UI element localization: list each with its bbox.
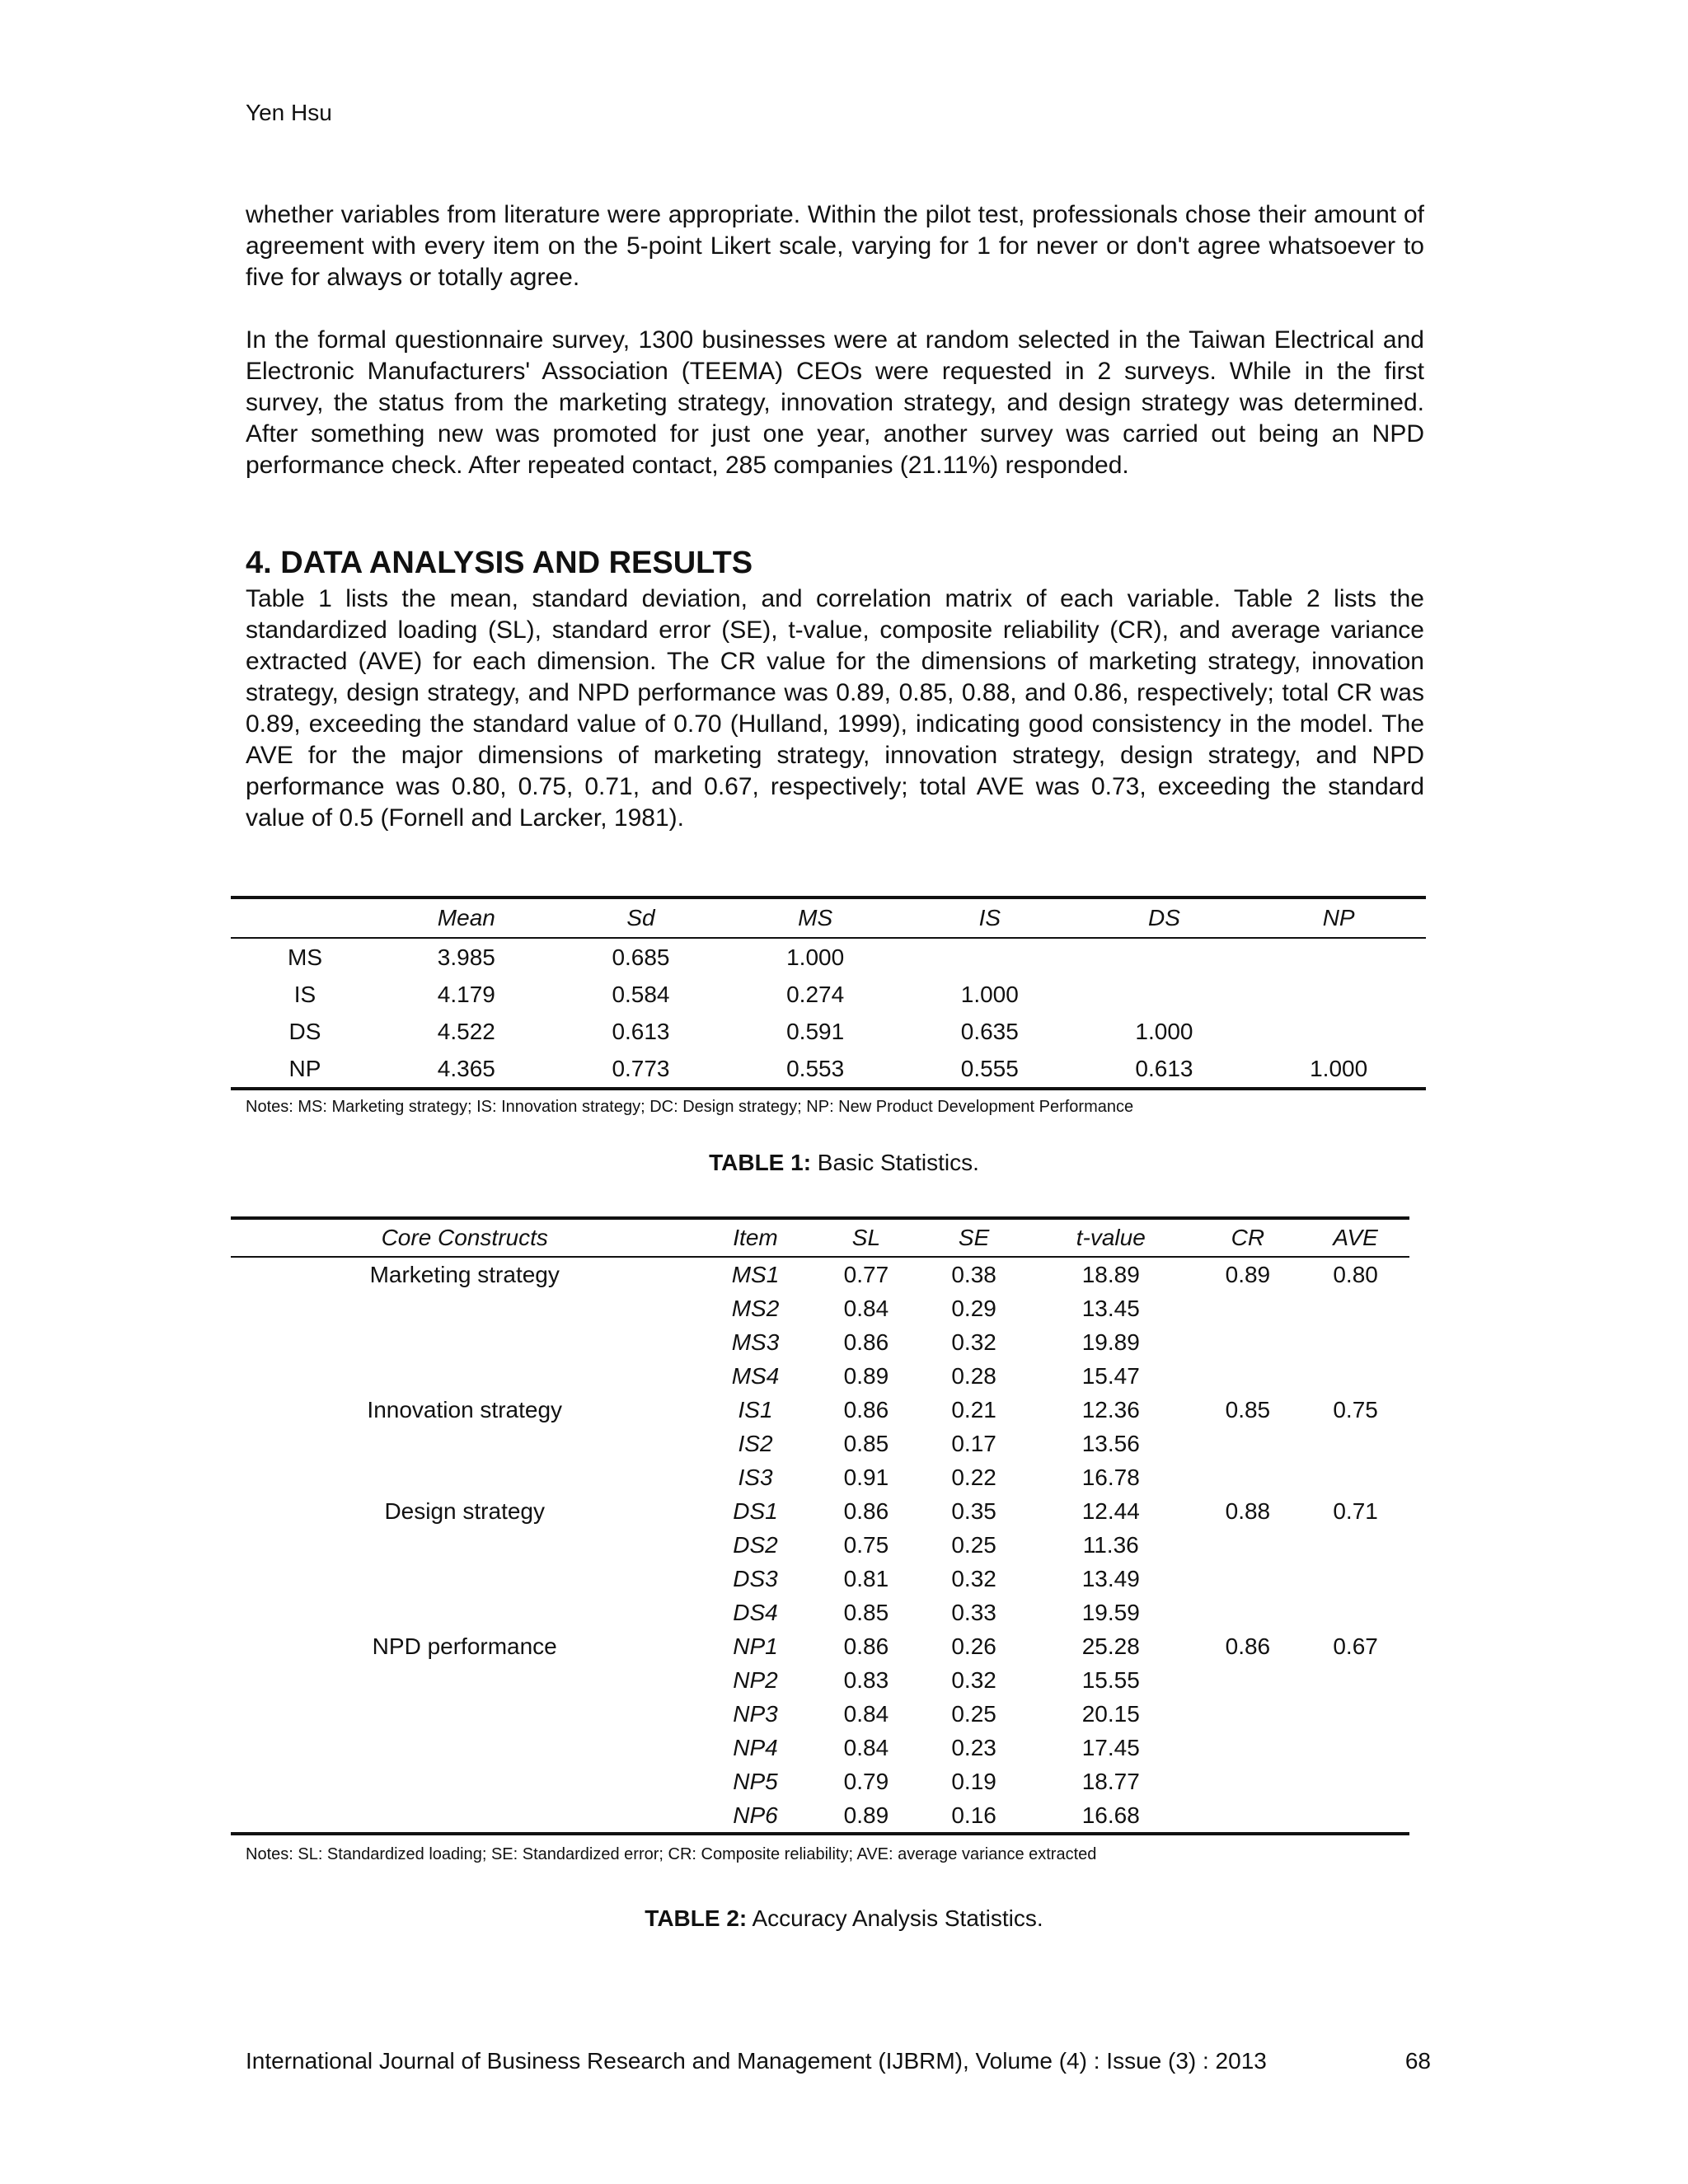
table-cell: IS <box>293 981 316 1007</box>
table-cell: DS3 <box>733 1565 778 1591</box>
table1-header-cell <box>231 898 379 938</box>
table-cell: IS3 <box>738 1464 773 1490</box>
table-cell <box>1077 976 1252 1013</box>
table1-header-cell: Sd <box>626 905 655 930</box>
table-cell: 13.49 <box>1081 1565 1140 1591</box>
table1-header-cell: Mean <box>437 905 495 930</box>
table-cell: 4.522 <box>437 1018 495 1044</box>
table-row <box>231 976 1426 1013</box>
table2-caption <box>0 1905 1688 1933</box>
table-cell: 0.553 <box>786 1055 845 1081</box>
table1-header-cell: IS <box>978 905 1001 930</box>
table-cell <box>1301 1427 1409 1460</box>
table2-caption-label: TABLE 2: <box>645 1905 748 1931</box>
table-cell <box>231 1325 698 1359</box>
table-cell: 20.15 <box>1081 1700 1140 1727</box>
table-cell <box>231 1359 698 1393</box>
table-cell: 3.985 <box>437 944 495 970</box>
table-cell: Marketing strategy <box>369 1261 560 1287</box>
table-cell: 0.80 <box>1333 1261 1378 1287</box>
table-cell: 18.89 <box>1081 1261 1140 1287</box>
paragraph-data-analysis: Table 1 lists the mean, standard deviation, and correlation matrix of each variable. Table 2 lists the standardized loading (SL), standard error (SE), t-value, composite reliability (CR), and average variance extracted (AVE) for each dimension. The CR value for the dimensions of marketing strategy, innovation strategy, design strategy, and NPD performance was 0.89, 0.85, 0.88, and 0.86, respectively; total CR was 0.89, exceeding the standard value of 0.70 (Hulland, 1999), indicating good consistency in the model. The AVE for the major dimensions of marketing strategy, innovation strategy, design strategy, and NPD performance was 0.80, 0.75, 0.71, and 0.67, respectively; total AVE was 0.73, exceeding the standard value of 0.5 (Fornell and Larcker, 1981). <box>246 585 1424 832</box>
table-cell: Innovation strategy <box>367 1396 563 1422</box>
table-cell: 0.32 <box>951 1329 996 1355</box>
table-cell: 0.613 <box>612 1018 670 1044</box>
table-cell: 0.584 <box>612 981 670 1007</box>
table-cell <box>1194 1460 1302 1494</box>
table2-header-row <box>231 1218 1409 1257</box>
table-cell: 25.28 <box>1081 1633 1140 1659</box>
table-row <box>231 1325 1409 1359</box>
table-cell <box>231 1765 698 1798</box>
table-row <box>231 1050 1426 1089</box>
table-cell: MS <box>288 944 322 970</box>
table-cell <box>1194 1663 1302 1697</box>
table-row <box>231 1257 1409 1291</box>
table-cell: 19.59 <box>1081 1599 1140 1625</box>
table-cell: 13.56 <box>1081 1430 1140 1456</box>
table-cell: 0.86 <box>843 1396 889 1422</box>
table-cell: MS1 <box>731 1261 780 1287</box>
table-cell <box>1301 1528 1409 1562</box>
table2-header-cell: Item <box>733 1225 778 1250</box>
table2-header-cell: AVE <box>1333 1225 1378 1250</box>
table-cell: 0.38 <box>951 1261 996 1287</box>
table-row <box>231 1528 1409 1562</box>
table-cell <box>1194 1731 1302 1765</box>
table1-header-cell: DS <box>1148 905 1180 930</box>
table-cell <box>1194 1596 1302 1629</box>
table-cell <box>1194 1291 1302 1325</box>
table-cell: 0.75 <box>1333 1396 1378 1422</box>
table-cell: 0.16 <box>951 1802 996 1828</box>
table-cell: DS2 <box>733 1531 778 1558</box>
table-cell: 0.83 <box>843 1666 889 1693</box>
table-cell: 1.000 <box>786 944 845 970</box>
table-cell: 16.78 <box>1081 1464 1140 1490</box>
table-cell: 0.29 <box>951 1295 996 1321</box>
table-cell <box>1301 1596 1409 1629</box>
table-cell <box>231 1460 698 1494</box>
table-cell <box>1194 1528 1302 1562</box>
table-cell: 0.71 <box>1333 1497 1378 1524</box>
table-cell: 0.32 <box>951 1666 996 1693</box>
table-row <box>231 1359 1409 1393</box>
table-cell <box>231 1562 698 1596</box>
table-cell <box>1301 1765 1409 1798</box>
table-cell: 0.555 <box>960 1055 1019 1081</box>
table-cell: 12.36 <box>1081 1396 1140 1422</box>
table-row <box>231 1731 1409 1765</box>
table-cell: 1.000 <box>1135 1018 1193 1044</box>
table-cell: 0.85 <box>843 1430 889 1456</box>
table-cell: MS3 <box>731 1329 780 1355</box>
paragraph-formal-survey: In the formal questionnaire survey, 1300 businesses were at random selected in the Taiwan Electrical and Electronic Manufacturers' Association (TEEMA) CEOs were requested in 2 surveys. While in the first survey, the status from the marketing strategy, innovation strategy, and design strategy was determined. After something new was promoted for just one year, another survey was carried out being an NPD performance check. After repeated contact, 285 companies (21.11%) responded. <box>246 326 1424 479</box>
table-cell: 0.84 <box>843 1734 889 1760</box>
table-cell <box>231 1731 698 1765</box>
table-row <box>231 1427 1409 1460</box>
table-cell: 13.45 <box>1081 1295 1140 1321</box>
table-cell <box>231 1427 698 1460</box>
table1-header-cell: NP <box>1322 905 1355 930</box>
table-cell <box>1301 1562 1409 1596</box>
table-cell: 0.28 <box>951 1362 996 1389</box>
table-cell: 16.68 <box>1081 1802 1140 1828</box>
table-cell: Design strategy <box>384 1497 545 1524</box>
table-cell <box>1194 1765 1302 1798</box>
table-cell: 0.86 <box>843 1633 889 1659</box>
table-cell: 0.26 <box>951 1633 996 1659</box>
table-cell: 0.21 <box>951 1396 996 1422</box>
table-cell: 0.91 <box>843 1464 889 1490</box>
table-cell: 0.613 <box>1135 1055 1193 1081</box>
table-cell <box>1194 1427 1302 1460</box>
table-cell: 0.23 <box>951 1734 996 1760</box>
table-cell <box>1301 1460 1409 1494</box>
table-cell: 0.86 <box>843 1497 889 1524</box>
table2-notes: Notes: SL: Standardized loading; SE: Standardized error; CR: Composite reliability; AVE: average variance extracted <box>246 1845 1097 1863</box>
table-cell: NP4 <box>733 1734 778 1760</box>
table-cell: 0.85 <box>1225 1396 1271 1422</box>
running-head: Yen Hsu <box>246 100 332 125</box>
table-cell <box>1194 1697 1302 1731</box>
table-cell <box>1251 938 1426 976</box>
table-cell: 0.591 <box>786 1018 845 1044</box>
table-cell: 0.773 <box>612 1055 670 1081</box>
table-cell: NP5 <box>733 1768 778 1794</box>
table-cell: 17.45 <box>1081 1734 1140 1760</box>
table-cell: 0.77 <box>843 1261 889 1287</box>
footer-journal: International Journal of Business Research and Management (IJBRM), Volume (4) : Issue (3) : 2013 <box>246 2048 1267 2074</box>
table-cell: 12.44 <box>1081 1497 1140 1524</box>
table-cell: 0.35 <box>951 1497 996 1524</box>
table-cell <box>1251 1013 1426 1050</box>
table-cell: 0.25 <box>951 1531 996 1558</box>
paragraph-pilot-test: whether variables from literature were appropriate. Within the pilot test, professionals chose their amount of agreement with every item on the 5-point Likert scale, varying for 1 for never or don't agree whatsoever to five for always or totally agree. <box>246 201 1424 291</box>
table-cell: 0.86 <box>1225 1633 1271 1659</box>
table-cell: NP3 <box>733 1700 778 1727</box>
table-cell: 0.88 <box>1225 1497 1271 1524</box>
table-cell: 0.32 <box>951 1565 996 1591</box>
table-cell <box>1301 1291 1409 1325</box>
table-row <box>231 1697 1409 1731</box>
table-cell: 0.274 <box>786 981 845 1007</box>
table-row <box>231 1460 1409 1494</box>
table-cell: 0.22 <box>951 1464 996 1490</box>
table-cell: 0.33 <box>951 1599 996 1625</box>
table1-caption <box>0 1149 1688 1177</box>
table-cell: MS4 <box>731 1362 780 1389</box>
table-cell: 15.47 <box>1081 1362 1140 1389</box>
table-cell: 0.81 <box>843 1565 889 1591</box>
table-cell: 0.89 <box>843 1362 889 1389</box>
table-cell: 0.67 <box>1333 1633 1378 1659</box>
table-cell: 0.84 <box>843 1700 889 1727</box>
table-cell <box>1301 1325 1409 1359</box>
table-cell: 0.685 <box>612 944 670 970</box>
table-cell <box>1194 1562 1302 1596</box>
table-row <box>231 1013 1426 1050</box>
table-cell: NP <box>288 1055 321 1081</box>
table-row <box>231 1393 1409 1427</box>
table1-notes: Notes: MS: Marketing strategy; IS: Innovation strategy; DC: Design strategy; NP: New Product Development Performance <box>246 1098 1134 1116</box>
table-cell <box>1301 1697 1409 1731</box>
table-cell: 19.89 <box>1081 1329 1140 1355</box>
table-cell <box>1251 976 1426 1013</box>
section-heading: 4. DATA ANALYSIS AND RESULTS <box>246 546 753 580</box>
table1-caption-text: Basic Statistics. <box>811 1150 979 1175</box>
table-cell <box>231 1596 698 1629</box>
table-row <box>231 1629 1409 1663</box>
table-cell <box>1301 1663 1409 1697</box>
table-row <box>231 1663 1409 1697</box>
table-cell <box>231 1697 698 1731</box>
table-cell: 0.19 <box>951 1768 996 1794</box>
page-number: 68 <box>1404 2048 1431 2074</box>
table-cell: 11.36 <box>1082 1531 1139 1558</box>
table-row <box>231 1765 1409 1798</box>
table1-header-row <box>231 898 1426 938</box>
table-cell: NPD performance <box>372 1633 557 1659</box>
table-cell: 1.000 <box>960 981 1019 1007</box>
table-cell <box>1301 1731 1409 1765</box>
table-cell: DS <box>288 1018 321 1044</box>
table2-header-cell: SE <box>958 1225 990 1250</box>
table-cell: 0.84 <box>843 1295 889 1321</box>
table2-header-cell: CR <box>1231 1225 1265 1250</box>
table2-caption-text: Accuracy Analysis Statistics. <box>747 1905 1043 1931</box>
table-cell: 0.79 <box>843 1768 889 1794</box>
table-cell: NP2 <box>733 1666 778 1693</box>
table-cell: NP6 <box>733 1802 778 1828</box>
table-cell: 0.635 <box>960 1018 1019 1044</box>
table-cell <box>1077 938 1252 976</box>
table-cell: 18.77 <box>1081 1768 1140 1794</box>
table-row <box>231 1562 1409 1596</box>
table-cell <box>1194 1798 1302 1834</box>
table-cell: 0.86 <box>843 1329 889 1355</box>
table-cell <box>231 1291 698 1325</box>
table-cell <box>903 938 1077 976</box>
table2-header-cell: t-value <box>1076 1225 1146 1250</box>
table-cell <box>231 1798 698 1834</box>
table-cell: 1.000 <box>1310 1055 1368 1081</box>
table-cell: 0.85 <box>843 1599 889 1625</box>
table-accuracy-analysis <box>231 1216 1409 1835</box>
table-cell <box>1301 1798 1409 1834</box>
table-cell: 0.25 <box>951 1700 996 1727</box>
table-cell: 15.55 <box>1081 1666 1140 1693</box>
table-cell: 4.365 <box>437 1055 495 1081</box>
table-cell: 0.17 <box>951 1430 996 1456</box>
table-cell: NP1 <box>733 1633 778 1659</box>
table-row <box>231 1291 1409 1325</box>
table-cell: MS2 <box>731 1295 780 1321</box>
table-basic-statistics <box>231 896 1426 1090</box>
table-cell: DS4 <box>733 1599 778 1625</box>
table-cell: 0.75 <box>843 1531 889 1558</box>
table2-header-cell: Core Constructs <box>381 1225 548 1250</box>
table2-header-cell: SL <box>851 1225 881 1250</box>
table-cell: 0.89 <box>843 1802 889 1828</box>
table-cell: IS2 <box>738 1430 773 1456</box>
table-row <box>231 1798 1409 1834</box>
table-cell <box>1301 1359 1409 1393</box>
table-cell <box>1194 1325 1302 1359</box>
table1-header-cell: MS <box>798 905 833 930</box>
table-cell: 4.179 <box>437 981 495 1007</box>
table-cell <box>1194 1359 1302 1393</box>
table1-caption-label: TABLE 1: <box>709 1150 812 1175</box>
table-row <box>231 938 1426 976</box>
table-row <box>231 1596 1409 1629</box>
table-cell: 0.89 <box>1225 1261 1271 1287</box>
table-cell: DS1 <box>733 1497 778 1524</box>
table-cell <box>231 1663 698 1697</box>
table-cell <box>231 1528 698 1562</box>
table-row <box>231 1494 1409 1528</box>
table-cell: IS1 <box>738 1396 773 1422</box>
